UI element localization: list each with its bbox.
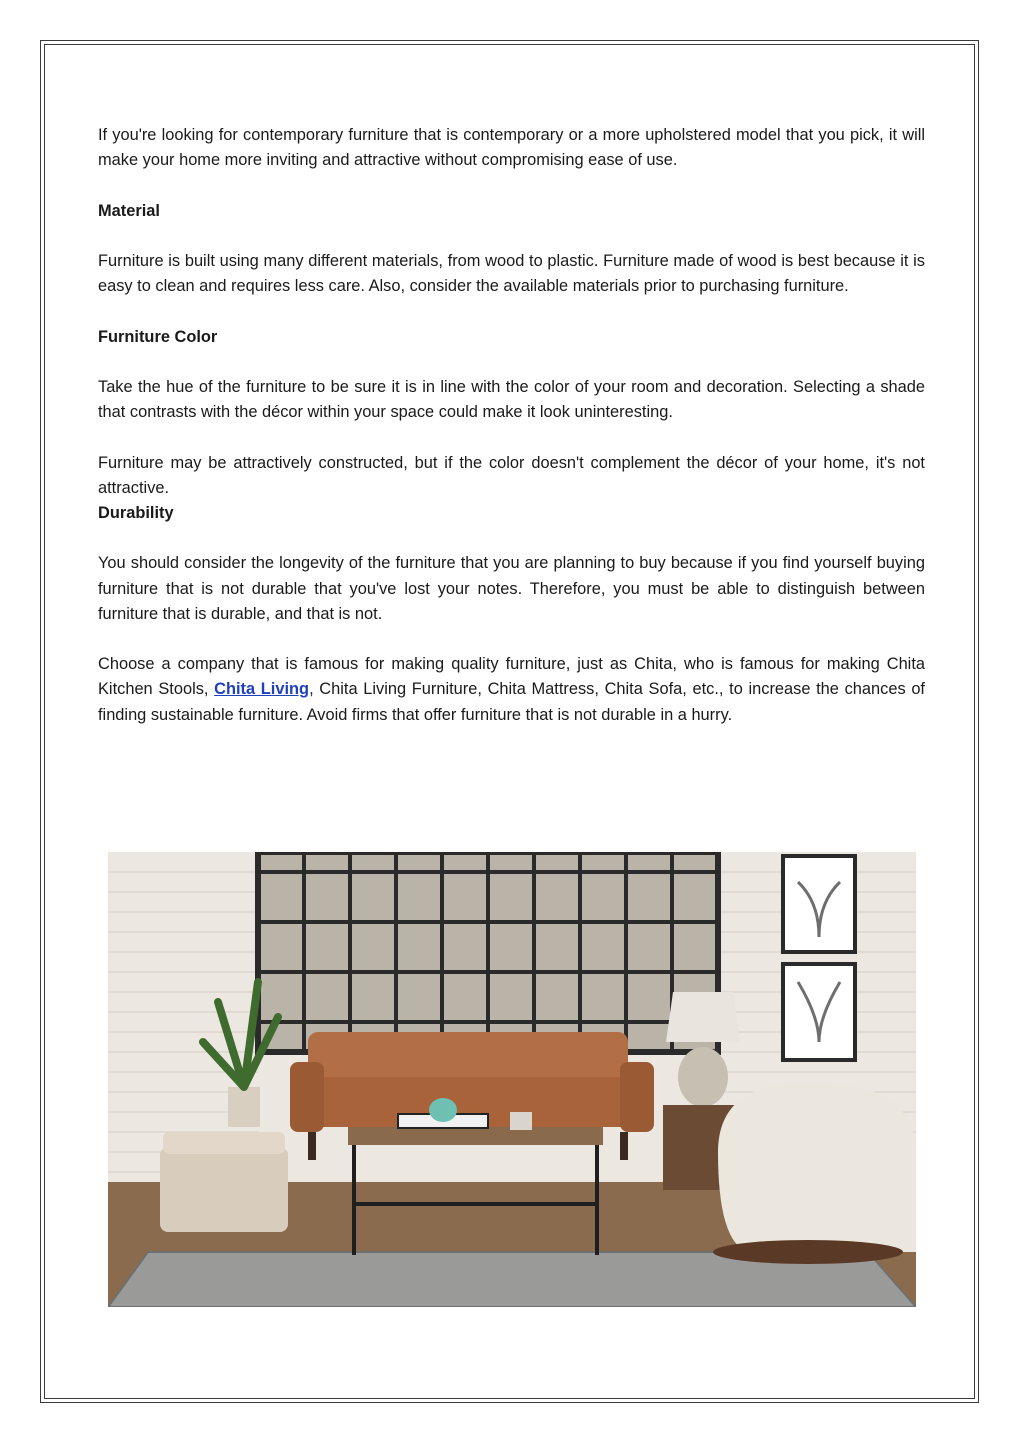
intro-paragraph: If you're looking for contemporary furniture that is contemporary or a more upholstered model that you pick, it will make your home more inviting and attractive without compromising ease of use.: [98, 126, 925, 170]
furniture-color-paragraph-1: Take the hue of the furniture to be sure it is in line with the color of your room and decoration. Selecting a shade that contrasts with the décor within your space could make it look uninteresting.: [98, 377, 925, 422]
material-paragraph: Furniture is built using many different materials, from wood to plastic. Furniture made of wood is best because it is easy to clean and requires less care. Also, consider the available materials prior to purchasing furniture.: [98, 251, 925, 296]
durability-heading: Durability: [98, 503, 174, 522]
company-text-before: Choose a company that is famous for making quality furniture, just as Chita, who is famous for making Chita Kitchen Stools,: [98, 655, 925, 699]
company-text-after: , Chita Living Furniture, Chita Mattress, Chita Sofa, etc., to increase the chances of finding sustainable furniture. Avoid firms that offer furniture that is not durable in a hurry.: [98, 680, 925, 724]
durability-paragraph: You should consider the longevity of the furniture that you are planning to buy because if you find yourself buying furniture that is not durable that you've lost your notes. Therefore, you must be able to distinguish between furniture that is durable, and that is not.: [98, 554, 925, 623]
living-room-photo: [108, 852, 916, 1307]
furniture-color-paragraph-2: Furniture may be attractively constructed, but if the color doesn't complement the décor of your home, it's not attractive.: [98, 453, 925, 497]
material-heading: Material: [98, 201, 160, 220]
chita-living-link[interactable]: Chita Living: [214, 680, 310, 699]
furniture-color-heading: Furniture Color: [98, 327, 218, 346]
company-paragraph: [98, 652, 925, 728]
document-body: [98, 123, 925, 728]
